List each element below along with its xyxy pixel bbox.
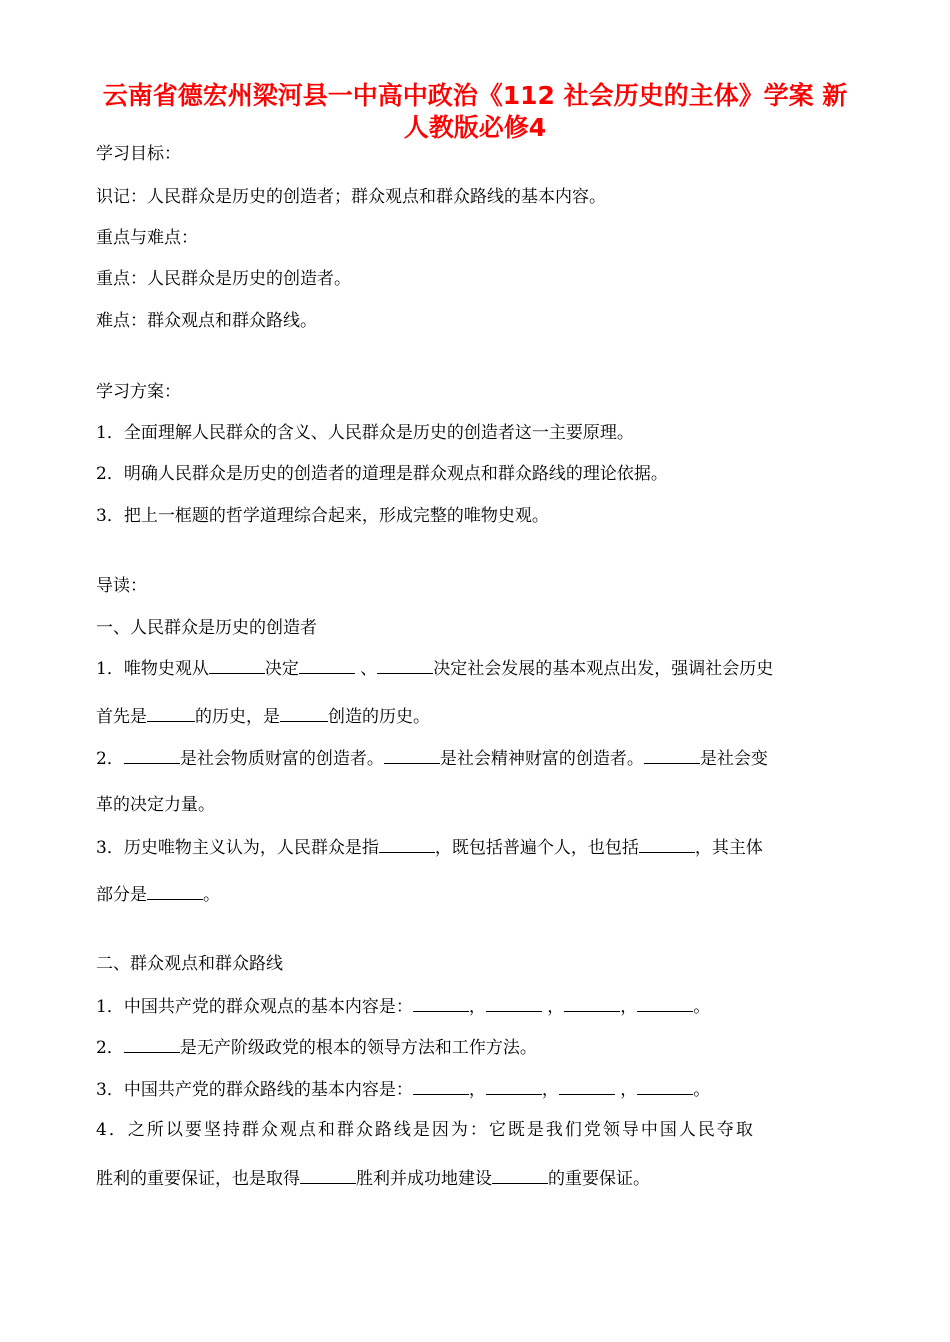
- s1-question-2-line-2: 革的决定力量。: [96, 795, 215, 815]
- s1-question-1-line-1: 1．唯物史观从 决定 、 决定社会发展的基本观点出发，强调社会历史: [96, 659, 774, 679]
- answer-blank[interactable]: [124, 747, 180, 764]
- answer-blank[interactable]: [486, 995, 542, 1012]
- answer-blank[interactable]: [644, 747, 700, 764]
- objectives-heading: 学习目标：: [96, 144, 181, 164]
- section-2-heading: 二、群众观点和群众路线: [96, 954, 283, 974]
- title-line-1: 云南省德宏州梁河县一中高中政治《112 社会历史的主体》学案 新: [102, 81, 848, 110]
- answer-blank[interactable]: [280, 705, 328, 722]
- answer-blank[interactable]: [492, 1167, 548, 1184]
- s2-question-3: 3．中国共产党的群众路线的基本内容是： ， ， ， 。: [96, 1080, 711, 1100]
- answer-blank[interactable]: [209, 657, 265, 674]
- answer-blank[interactable]: [124, 1036, 180, 1053]
- answer-blank[interactable]: [300, 1167, 356, 1184]
- title-line-2: 人教版必修4: [403, 113, 547, 142]
- answer-blank[interactable]: [486, 1078, 542, 1095]
- answer-blank[interactable]: [379, 836, 435, 853]
- plan-item: 3．把上一框题的哲学道理综合起来，形成完整的唯物史观。: [96, 506, 549, 526]
- plan-heading: 学习方案：: [96, 382, 181, 402]
- s2-question-1: 1．中国共产党的群众观点的基本内容是： ， ， ， 。: [96, 997, 711, 1017]
- s2-question-4-line-2: 胜利的重要保证，也是取得 胜利并成功地建设 的重要保证。: [96, 1169, 650, 1189]
- key-point: 重点：人民群众是历史的创造者。: [96, 269, 351, 289]
- answer-blank[interactable]: [147, 705, 195, 722]
- answer-blank[interactable]: [639, 836, 695, 853]
- plan-item: 2．明确人民群众是历史的创造者的道理是群众观点和群众路线的理论依据。: [96, 464, 668, 484]
- answer-blank[interactable]: [384, 747, 440, 764]
- answer-blank[interactable]: [413, 1078, 469, 1095]
- document-title: [60, 80, 890, 144]
- objectives-recall: 识记：人民群众是历史的创造者；群众观点和群众路线的基本内容。: [96, 187, 606, 207]
- answer-blank[interactable]: [564, 995, 620, 1012]
- s1-question-2-line-1: 2． 是社会物质财富的创造者。 是社会精神财富的创造者。 是社会变: [96, 749, 768, 769]
- answer-blank[interactable]: [637, 995, 693, 1012]
- s2-question-2: 2． 是无产阶级政党的根本的领导方法和工作方法。: [96, 1038, 537, 1058]
- key-points-heading: 重点与难点：: [96, 228, 198, 248]
- answer-blank[interactable]: [147, 883, 203, 900]
- s1-question-1-line-2: 首先是 的历史，是 创造的历史。: [96, 707, 430, 727]
- answer-blank[interactable]: [637, 1078, 693, 1095]
- s1-question-3-line-2: 部分是 。: [96, 885, 220, 905]
- section-1-heading: 一、人民群众是历史的创造者: [96, 618, 317, 638]
- difficult-point: 难点：群众观点和群众路线。: [96, 311, 317, 331]
- answer-blank[interactable]: [413, 995, 469, 1012]
- s2-question-4-line-1: 4．之所以要坚持群众观点和群众路线是因为：它既是我们党领导中国人民夺取: [96, 1120, 755, 1140]
- answer-blank[interactable]: [377, 657, 433, 674]
- answer-blank[interactable]: [299, 657, 355, 674]
- plan-item: 1．全面理解人民群众的含义、人民群众是历史的创造者这一主要原理。: [96, 423, 634, 443]
- guide-heading: 导读：: [96, 576, 147, 596]
- answer-blank[interactable]: [559, 1078, 615, 1095]
- s1-question-3-line-1: 3．历史唯物主义认为，人民群众是指 ，既包括普遍个人，也包括 ，其主体: [96, 838, 763, 858]
